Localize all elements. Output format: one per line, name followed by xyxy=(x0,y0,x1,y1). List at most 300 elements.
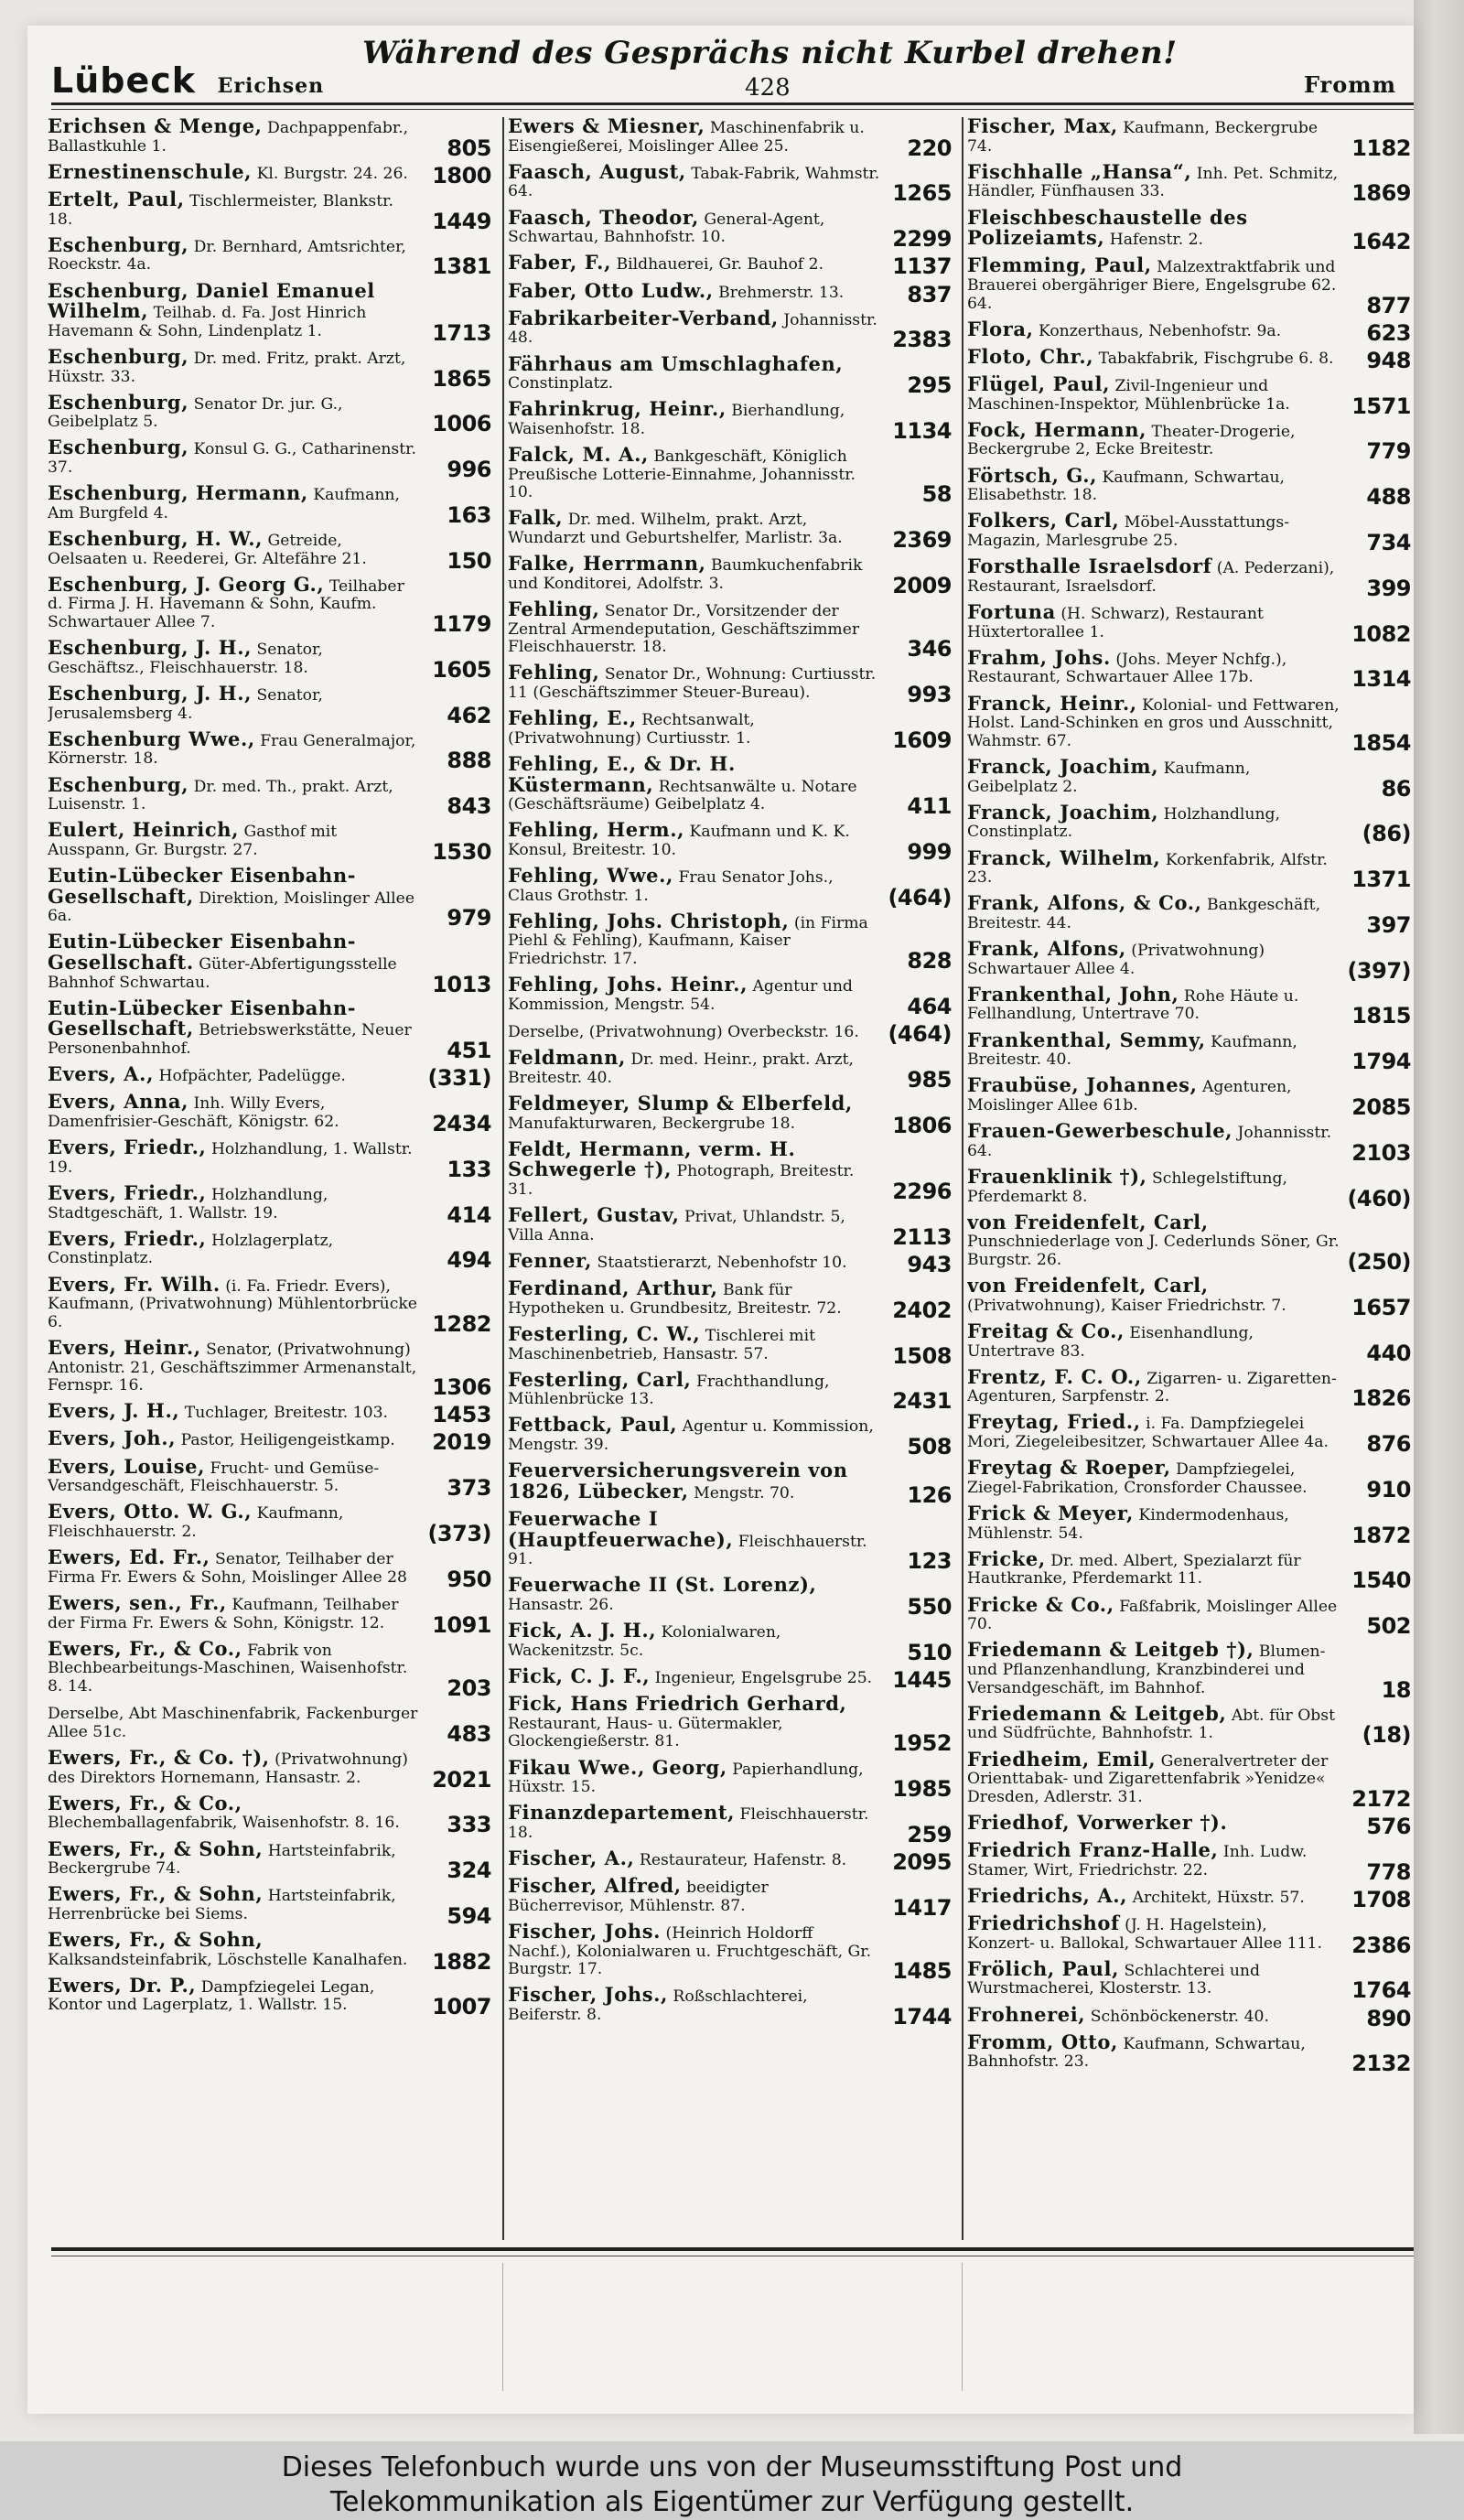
listing-phone-number: 1571 xyxy=(1351,393,1411,419)
listing-phone-number: 1134 xyxy=(892,417,952,444)
listing-phone-number: 2369 xyxy=(892,527,952,554)
listing-phone-number: 734 xyxy=(1366,530,1411,556)
listing-phone-number: 876 xyxy=(1366,1431,1411,1458)
listing-entry xyxy=(508,1573,953,1620)
listing-details: Zivil-Ingenieur und Maschinen-Inspektor, Mühlenbrücke 1a. xyxy=(967,377,1290,414)
listing-details: Kaufmann, Teilhaber der Firma Fr. Ewers & Sohn, Königstr. 12. xyxy=(48,1596,399,1632)
listing-name: Flügel, Paul, xyxy=(967,372,1110,396)
listing-phone-number: 508 xyxy=(907,1434,952,1460)
listing-name: Evers, Joh., xyxy=(48,1427,177,1450)
listing-details: Senator, (Privatwohnung) Antonistr. 21, Geschäftszimmer Armenanstalt, Fernspr. 16. xyxy=(48,1340,417,1395)
listing-name: Ertelt, Paul, xyxy=(48,187,185,210)
listing-phone-number: 1642 xyxy=(1351,229,1411,255)
listing-phone-number: 1869 xyxy=(1351,180,1411,207)
listing-entry-text xyxy=(508,443,952,508)
listing-phone-number: 1306 xyxy=(432,1374,491,1401)
listing-details: Fabrik von Blechbearbeitungs-Maschinen, Waisenhofstr. 8. 14. xyxy=(48,1641,408,1696)
listing-phone-number: 576 xyxy=(1366,1813,1411,1839)
listing-details: (Privatwohnung) des Direktors Hornemann, Hansastr. 2. xyxy=(48,1750,409,1787)
listing-phone-number: 86 xyxy=(1381,775,1411,802)
listing-entry-text xyxy=(48,1136,491,1182)
listing-phone-number: 1137 xyxy=(892,253,952,280)
listing-entry-text xyxy=(967,645,1411,693)
listing-phone-number: 888 xyxy=(447,748,491,774)
listing-entry xyxy=(967,2030,1413,2077)
listing-entry-text xyxy=(508,1983,952,2025)
directory-page xyxy=(27,26,1414,2414)
listing-phone-number: (331) xyxy=(427,1065,491,1092)
listing-details: Staatstierarzt, Nebenhofstr 10. xyxy=(597,1253,847,1272)
listing-name: Eschenburg, Daniel Emanuel Wilhelm, xyxy=(48,278,375,323)
listing-details: Frachthandlung, Mühlenbrücke 13. xyxy=(508,1372,830,1409)
listing-entry xyxy=(967,1810,1413,1839)
listing-phone-number: 1449 xyxy=(432,208,491,234)
listing-entry xyxy=(508,278,953,307)
listing-name: Evers, A., xyxy=(48,1062,154,1086)
listing-entry-text xyxy=(508,552,952,593)
listing-entry xyxy=(48,1226,493,1274)
listing-phone-number: (18) xyxy=(1362,1722,1411,1749)
listing-name: Franck, Joachim, xyxy=(967,800,1159,824)
listing-entry-text xyxy=(48,481,491,522)
listing-entry-text xyxy=(508,1692,952,1757)
footer-notice xyxy=(0,2450,1464,2520)
listing-name: Fettback, Paul, xyxy=(508,1413,678,1437)
listing-name: Ewers, Fr., & Co. †), xyxy=(48,1745,270,1769)
listing-entry-text xyxy=(48,1882,491,1923)
listing-details: General-Agent, Schwartau, Bahnhofstr. 10. xyxy=(508,210,825,247)
listing-details: Frucht- und Gemüse-Versandgeschäft, Fleischhauerstr. 5. xyxy=(48,1459,380,1496)
listing-phone-number: 550 xyxy=(907,1594,952,1620)
listing-details: (in Firma Piehl & Fehling), Kaufmann, Kaiser Friedrichstr. 17. xyxy=(508,913,868,969)
listing-entry xyxy=(48,1454,493,1502)
listing-phone-number: (464) xyxy=(888,884,952,910)
listing-entry-text xyxy=(967,344,1411,373)
listing-name: Folkers, Carl, xyxy=(967,509,1120,533)
listing-entry xyxy=(48,1745,493,1793)
listing-phone-number: (397) xyxy=(1347,957,1411,984)
listing-phone-number: 1985 xyxy=(892,1776,952,1803)
listing-entry-text xyxy=(508,1136,952,1204)
listing-entry xyxy=(508,443,953,508)
listing-entry-text xyxy=(48,1454,491,1502)
listing-phone-number: 1854 xyxy=(1351,729,1411,756)
listing-name: Fricke & Co., xyxy=(967,1592,1114,1616)
listing-entry xyxy=(508,397,953,444)
listing-entry xyxy=(967,372,1413,419)
listing-details: Betriebswerkstätte, Neuer Personenbahnhof. xyxy=(48,1021,412,1059)
listing-entry-text xyxy=(967,159,1411,207)
listing-entry xyxy=(48,1272,493,1337)
listing-name: Eschenburg, J. H., xyxy=(48,636,253,660)
listing-name: Feuerwache I (Hauptfeuerwache), xyxy=(508,1507,734,1551)
listing-details: Tabak-Fabrik, Wahmstr. 64. xyxy=(508,164,880,201)
listing-phone-number: 779 xyxy=(1366,438,1411,465)
listing-entry-text xyxy=(967,1319,1411,1366)
listing-details: Mengstr. 70. xyxy=(694,1483,795,1502)
listing-name: Freytag & Roeper, xyxy=(967,1456,1171,1480)
listing-name: Fabrikarbeiter-Verband, xyxy=(508,306,779,329)
listing-details: Constinplatz. xyxy=(508,374,614,393)
listing-name: Friedemann & Leitgeb, xyxy=(967,1701,1227,1725)
listing-entry xyxy=(967,1838,1413,1885)
listing-phone-number: 2021 xyxy=(432,1766,491,1793)
listing-details: (i. Fa. Friedr. Evers), Kaufmann, (Privatwohnung) Mühlentorbrücke 6. xyxy=(48,1276,417,1331)
listing-phone-number: 1006 xyxy=(432,411,491,437)
listing-entry xyxy=(967,937,1413,984)
listing-entry-text xyxy=(48,1399,491,1428)
listing-name: Frank, Alfons, & Co., xyxy=(967,891,1202,915)
listing-entry-text xyxy=(48,864,491,932)
listing-details: Zigarren- u. Zigaretten-Agenturen, Sarpfenstr. 2. xyxy=(967,1369,1337,1406)
listing-name: Frahm, Johs. xyxy=(967,645,1111,669)
listing-entry-text xyxy=(48,344,491,386)
listing-name: Fick, Hans Friedrich Gerhard, xyxy=(508,1692,847,1716)
listing-entry xyxy=(967,159,1413,207)
listing-entry xyxy=(48,1180,493,1228)
listing-entry xyxy=(508,1664,953,1693)
listing-phone-number: 488 xyxy=(1366,484,1411,511)
listing-details: Roßschlachterei, Beiferstr. 8. xyxy=(508,1987,808,2025)
listing-entry-text xyxy=(508,351,952,399)
footer-line-1: Dieses Telefonbuch wurde uns von der Museumsstiftung Post und xyxy=(281,2451,1183,2483)
listing-details: Konsul G. G., Catharinenstr. 37. xyxy=(48,440,416,478)
listing-entry xyxy=(967,1747,1413,1812)
listing-name: Falke, Herrmann, xyxy=(508,552,706,576)
listing-entry xyxy=(48,996,493,1064)
listing-phone-number: 950 xyxy=(447,1566,491,1592)
listing-entry-text xyxy=(48,159,491,188)
listing-details: Inh. Pet. Schmitz, Händler, Fünfhausen 33. xyxy=(967,164,1339,201)
listing-entry-text xyxy=(508,598,952,662)
listing-details: Bankgeschäft, Königlich Preußische Lotterie-Einnahme, Johannisstr. 10. xyxy=(508,447,856,502)
listing-name: Evers, Friedr., xyxy=(48,1136,207,1159)
listing-details: Restaurant, Haus- u. Gütermakler, Glockengießerstr. 81. xyxy=(508,1714,783,1751)
listing-details: Dr. med. Th., prakt. Arzt, Luisenstr. 1. xyxy=(48,777,393,814)
listing-name: Frauenklinik †), xyxy=(967,1164,1147,1188)
listing-name: Ewers, Fr., & Co., xyxy=(48,1636,242,1660)
listing-details: Privat, Uhlandstr. 5, Villa Anna. xyxy=(508,1208,845,1244)
listing-entry xyxy=(508,1203,953,1250)
listing-entry-text xyxy=(48,1791,491,1838)
listing-phone-number: 2386 xyxy=(1351,1932,1411,1958)
header-first-name: Erichsen xyxy=(217,74,325,98)
listing-entry-text xyxy=(48,772,491,820)
listing-entry-text xyxy=(967,1546,1411,1594)
listing-entry-text xyxy=(967,891,1411,932)
listing-entry-text xyxy=(967,1210,1411,1275)
listing-phone-number: 2019 xyxy=(432,1429,491,1456)
header-rule xyxy=(51,102,1414,105)
listing-entry xyxy=(508,1507,953,1575)
listing-details: Holzhandlung, Stadtgeschäft, 1. Wallstr. 19. xyxy=(48,1185,328,1222)
listing-details: Fleischhauerstr. 18. xyxy=(508,1805,869,1842)
listing-details: Dachpappenfabr., Ballastkuhle 1. xyxy=(48,119,409,156)
listing-name: Eschenburg, xyxy=(48,436,189,459)
listing-details: Holzlagerplatz, Constinplatz. xyxy=(48,1231,334,1268)
listing-phone-number: 1952 xyxy=(892,1730,952,1757)
listing-entry-text xyxy=(48,1703,491,1741)
listing-details: Baumkuchenfabrik und Konditorei, Adolfstr. 3. xyxy=(508,556,863,593)
listing-entry xyxy=(48,481,493,528)
listing-entry xyxy=(508,117,953,161)
listing-entry-text xyxy=(967,117,1411,161)
listing-phone-number: 462 xyxy=(447,702,491,728)
listing-entry xyxy=(967,645,1413,693)
listing-entry xyxy=(48,772,493,820)
listing-entry-text xyxy=(967,1838,1411,1879)
listing-phone-number: 1764 xyxy=(1351,1977,1411,2004)
listing-entry-text xyxy=(508,506,952,548)
listing-entry xyxy=(508,1276,953,1323)
listing-name: Fick, A. J. H., xyxy=(508,1619,657,1642)
listing-entry-text xyxy=(508,909,952,975)
listing-entry-text xyxy=(48,1745,491,1787)
listing-phone-number: 2431 xyxy=(892,1388,952,1415)
listing-entry-text xyxy=(967,1883,1411,1912)
listing-entry xyxy=(48,1836,493,1884)
listing-entry xyxy=(508,1874,953,1921)
listing-entry-text xyxy=(48,390,491,437)
listing-name: Friedheim, Emil, xyxy=(967,1747,1157,1771)
listing-phone-number: 1314 xyxy=(1351,666,1411,693)
listing-details: Agenturen, Moislinger Allee 61b. xyxy=(967,1078,1292,1115)
listing-entry-text xyxy=(967,1956,1411,2004)
listing-name: Faasch, August, xyxy=(508,159,686,183)
listing-entry xyxy=(967,1638,1413,1703)
listing-name: von Freidenfelt, Carl, xyxy=(967,1210,1209,1233)
listing-entry xyxy=(967,205,1413,255)
listing-name: Evers, Otto. W. G., xyxy=(48,1500,253,1524)
listing-phone-number: 1605 xyxy=(432,656,491,683)
listing-phone-number: 1381 xyxy=(432,253,491,280)
listing-name: Fahrinkrug, Heinr., xyxy=(508,397,727,421)
listing-phone-number: 2113 xyxy=(892,1223,952,1250)
listing-entry xyxy=(508,1367,953,1415)
listing-name: Fraubüse, Johannes, xyxy=(967,1073,1198,1097)
listing-entry-text xyxy=(48,932,491,992)
listing-phone-number: 594 xyxy=(447,1902,491,1929)
listing-name: Fischer, Max, xyxy=(967,117,1118,137)
listing-phone-number: 2009 xyxy=(892,572,952,598)
listing-entry xyxy=(508,1092,953,1138)
listing-details: (Johs. Meyer Nchfg.), Restaurant, Schwartauer Allee 17b. xyxy=(967,650,1287,687)
listing-details: Teilhaber d. Firma J. H. Havemann & Sohn, Kaufm. Schwartauer Allee 7. xyxy=(48,576,404,631)
listing-phone-number: 1826 xyxy=(1351,1385,1411,1412)
listing-entry xyxy=(48,527,493,574)
listing-name: Feldmeyer, Slump & Elberfeld, xyxy=(508,1092,853,1115)
listing-entry-text xyxy=(967,2030,1411,2077)
listing-entry xyxy=(508,1692,953,1757)
listing-phone-number: 1182 xyxy=(1351,135,1411,161)
listing-entry-text xyxy=(967,1364,1411,1412)
listing-entry-text xyxy=(48,436,491,483)
listing-entry-text xyxy=(48,232,491,280)
listing-phone-number: 1815 xyxy=(1351,1003,1411,1029)
listing-entry-text xyxy=(508,1874,952,1915)
listing-entry xyxy=(508,159,953,207)
listing-entry xyxy=(967,754,1413,802)
listing-entry-text xyxy=(508,1203,952,1244)
listing-phone-number: 1794 xyxy=(1351,1049,1411,1075)
listing-details: Hansastr. 26. xyxy=(508,1596,614,1614)
listing-entry-text xyxy=(48,1836,491,1884)
listing-entry xyxy=(508,973,953,1019)
listing-entry-text xyxy=(967,2002,1411,2031)
listing-details: Malzextraktfabrik und Brauerei obergähriger Biere, Engelsgrube 62. 64. xyxy=(967,258,1337,313)
listing-details: Derselbe, Abt Maschinenfabrik, Fackenburger Allee 51c. xyxy=(48,1705,418,1741)
listing-phone-number: 295 xyxy=(907,372,952,399)
listing-details: Hartsteinfabrik, Herrenbrücke bei Siems. xyxy=(48,1887,396,1923)
listing-phone-number: 1417 xyxy=(892,1894,952,1921)
listing-phone-number: (464) xyxy=(888,1021,952,1048)
listing-phone-number: 333 xyxy=(447,1812,491,1838)
listing-entry xyxy=(508,1847,953,1876)
listing-details: Abt. für Obst und Südfrüchte, Bahnhofstr. 1. xyxy=(967,1706,1336,1743)
listing-name: Erichsen & Menge, xyxy=(48,117,263,137)
listing-name: Frick & Meyer, xyxy=(967,1502,1134,1525)
listing-name: Frölich, Paul, xyxy=(967,1956,1120,1980)
listing-entry xyxy=(508,909,953,975)
listing-phone-number: 1485 xyxy=(892,1958,952,1985)
listing-phone-number: 1530 xyxy=(432,838,491,865)
listing-name: Ewers, sen., Fr., xyxy=(48,1591,227,1614)
listing-phone-number: 1453 xyxy=(432,1402,491,1428)
listing-entry xyxy=(48,1791,493,1838)
listing-name: Feldmann, xyxy=(508,1046,626,1070)
listing-details: Rechtsanwälte u. Notare (Geschäftsräume) Geibelplatz 4. xyxy=(508,777,857,814)
listing-entry xyxy=(508,1413,953,1460)
listing-phone-number: 778 xyxy=(1366,1858,1411,1885)
listing-phone-number: 324 xyxy=(447,1858,491,1884)
listing-details: Schlachterei und Wurstmacherei, Klosterstr. 13. xyxy=(967,1961,1260,1998)
listing-phone-number: 2299 xyxy=(892,226,952,253)
listing-details: Dr. Bernhard, Amtsrichter, Roeckstr. 4a. xyxy=(48,237,406,275)
listing-name: Evers, Friedr., xyxy=(48,1226,207,1250)
listing-entry xyxy=(508,661,953,707)
listing-entry xyxy=(48,1973,493,2020)
listing-entry-text xyxy=(48,681,491,723)
listing-phone-number: 2103 xyxy=(1351,1139,1411,1166)
listing-details: Senator Dr. jur. G., Geibelplatz 5. xyxy=(48,394,343,432)
header-page-number: 428 xyxy=(745,74,791,102)
listing-entry xyxy=(967,1456,1413,1502)
listing-entry xyxy=(48,1136,493,1182)
listing-name: Fehling, Johs. Heinr., xyxy=(508,973,748,996)
listing-details: (Heinrich Holdorff Nachf.), Kolonialwaren u. Fruchtgeschäft, Gr. Burgstr. 17. xyxy=(508,1924,872,1979)
listing-name: Frankenthal, John, xyxy=(967,982,1179,1006)
listing-details: Maschinenfabrik u. Eisengießerei, Moislinger Allee 25. xyxy=(508,119,865,156)
listing-name: Fricke, xyxy=(967,1546,1046,1570)
listing-entry xyxy=(508,306,953,353)
listing-entry-text xyxy=(508,864,952,905)
listing-entry xyxy=(48,1500,493,1547)
listing-phone-number: 2402 xyxy=(892,1297,952,1323)
listing-phone-number: 1265 xyxy=(892,180,952,207)
listing-name: Fehling, Herm., xyxy=(508,818,685,842)
listing-entry xyxy=(967,117,1413,161)
listing-details: Inh. Ludw. Stamer, Wirt, Friedrichstr. 22. xyxy=(967,1843,1308,1879)
listing-phone-number: 843 xyxy=(447,793,491,820)
listing-details: Rohe Häute u. Fellhandlung, Untertrave 70. xyxy=(967,986,1299,1024)
listing-details: Photograph, Breitestr. 31. xyxy=(508,1162,855,1199)
listing-entry xyxy=(508,598,953,662)
listing-name: Evers, Louise, xyxy=(48,1454,205,1478)
listing-name: Förtsch, G., xyxy=(967,463,1098,487)
listing-name: Evers, Heinr., xyxy=(48,1335,201,1359)
listing-details: Holzhandlung, 1. Wallstr. 19. xyxy=(48,1140,413,1177)
listing-details: Hafenstr. 2. xyxy=(1109,231,1204,250)
listing-details: Tabakfabrik, Fischgrube 6. 8. xyxy=(1098,349,1334,368)
header-left xyxy=(51,60,324,101)
listing-entry-text xyxy=(48,1226,491,1274)
listing-details: Frau Generalmajor, Körnerstr. 18. xyxy=(48,731,416,769)
listing-name: Ewers, Fr., & Co., xyxy=(48,1791,242,1815)
listing-entry-text xyxy=(508,1664,952,1693)
listing-entry-text xyxy=(967,800,1411,847)
listing-entry-text xyxy=(508,306,952,353)
listing-phone-number: 943 xyxy=(907,1251,952,1277)
listing-name: Fleischbeschaustelle des Polizeiamts, xyxy=(967,205,1248,250)
listing-details: Fleischhauerstr. 91. xyxy=(508,1532,867,1569)
listing-details: Kolonial- und Fettwaren, Holst. Land-Schinken en gros und Ausschnitt, Wahmstr. 67. xyxy=(967,695,1340,750)
listing-name: Fortuna xyxy=(967,600,1056,623)
listing-details: Pastor, Heiligengeistkamp. xyxy=(180,1431,395,1450)
listing-name: Frentz, F. C. O., xyxy=(967,1364,1142,1388)
listing-entry xyxy=(508,818,953,865)
listing-entry xyxy=(508,1619,953,1665)
listing-name: Faber, F., xyxy=(508,251,611,275)
listing-name: Ewers, Ed. Fr., xyxy=(48,1545,210,1569)
listing-entry xyxy=(48,390,493,437)
listing-phone-number: 1882 xyxy=(432,1948,491,1975)
listing-name: Feuerwache II (St. Lorenz), xyxy=(508,1573,817,1597)
listing-name: Eschenburg, xyxy=(48,390,189,414)
listing-details: Architekt, Hüxstr. 57. xyxy=(1132,1888,1305,1907)
listing-entry xyxy=(48,117,493,161)
listing-name: Fischhalle „Hansa“, xyxy=(967,159,1192,183)
listing-details: Johannisstr. 48. xyxy=(508,310,877,348)
listing-entry-text xyxy=(967,937,1411,978)
listing-details: Ingenieur, Engelsgrube 25. xyxy=(654,1668,873,1687)
listing-phone-number: 133 xyxy=(447,1156,491,1182)
listing-entry-text xyxy=(508,1094,952,1133)
listing-details: Blechemballagenfabrik, Waisenhofstr. 8. 16. xyxy=(48,1814,400,1833)
listing-phone-number: 494 xyxy=(447,1247,491,1274)
listing-entry-text xyxy=(508,1021,952,1048)
listing-details: Teilhab. d. Fa. Jost Hinrich Havemann & Sohn, Lindenplatz 1. xyxy=(48,304,367,340)
listing-phone-number: 1179 xyxy=(432,611,491,637)
listing-column-3 xyxy=(967,117,1413,2240)
listing-details: Papierhandlung, Hüxstr. 15. xyxy=(508,1760,864,1797)
listing-details: Manufakturwaren, Beckergrube 18. xyxy=(508,1114,796,1133)
listing-name: Frankenthal, Semmy, xyxy=(967,1028,1206,1051)
listing-name: Friedrichs, A., xyxy=(967,1883,1128,1907)
listing-entry-text xyxy=(967,1410,1411,1452)
listing-details: Möbel-Ausstattungs-Magazin, Marlesgrube 25. xyxy=(967,513,1290,551)
footer-line-2: Telekommunikation als Eigentümer zur Verfügung gestellt. xyxy=(329,2486,1135,2518)
listing-entry xyxy=(508,864,953,910)
listing-phone-number: 2095 xyxy=(892,1849,952,1876)
listing-name: Fock, Hermann, xyxy=(967,417,1147,441)
listing-details: Tischlermeister, Blankstr. 18. xyxy=(48,191,393,229)
listing-details: Senator Dr., Wohnung: Curtiusstr. 11 (Geschäftszimmer Steuer-Bureau). xyxy=(508,665,877,702)
listing-entry-text xyxy=(967,1810,1411,1839)
header-rule-thin xyxy=(51,109,1414,110)
listing-entry xyxy=(508,1021,953,1048)
listing-entry xyxy=(967,800,1413,847)
listing-name: Fehling, xyxy=(508,661,600,684)
